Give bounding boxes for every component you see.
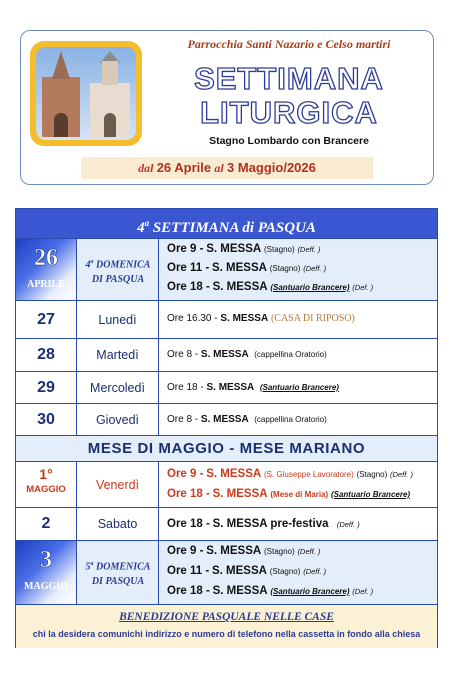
parish-name: Parrocchia Santi Nazario e Celso martiri (187, 37, 391, 51)
mass-note: (Deff. ) (297, 245, 321, 254)
week-sup: a (144, 218, 150, 228)
day-cell (16, 239, 77, 300)
table-row (16, 403, 437, 435)
blessing-text: chi la desidera comunichi indirizzo e numero di telefono nella cassetta in fondo alla chiesa (32, 629, 421, 639)
mass-cell (159, 508, 437, 540)
mass-label: S. MESSA (206, 468, 262, 480)
mass-time: Ore 9 - (167, 243, 204, 255)
mass-line (167, 243, 320, 255)
mass-place: (Santuario Brancere) (259, 383, 339, 392)
mass-place: (Stagno) (269, 264, 301, 273)
day-cell (16, 462, 77, 507)
mass-time: Ore 11 - (167, 565, 210, 577)
day-cell (16, 541, 77, 604)
sunday-line2: DI PASQUA (91, 576, 145, 588)
day-name: Sabato (97, 517, 138, 531)
church-photo (30, 41, 142, 146)
mass-label: S. MESSA (212, 488, 268, 500)
mass-line (167, 281, 373, 293)
mass-cell (159, 301, 437, 338)
day-name: Venerdì (95, 477, 140, 492)
month-label: APRILE (27, 279, 65, 290)
date-to-word: al (214, 161, 224, 175)
mass-label: S. MESSA (200, 349, 249, 360)
day-cell (16, 339, 77, 371)
mass-label: S. MESSA (211, 565, 267, 577)
header-card (20, 30, 434, 185)
mass-note: (Def. ) (352, 283, 374, 292)
mass-line (167, 382, 339, 393)
mass-cell (159, 541, 437, 604)
mass-time: Ore 18 - (167, 488, 210, 500)
mass-label: S. MESSA (212, 281, 268, 293)
day-number: 29 (37, 378, 55, 396)
day-name: Martedì (96, 348, 139, 362)
sunday-line1: DOMENICA (96, 561, 151, 573)
mass-note: (Deff. ) (336, 520, 360, 529)
mass-note: (Deff. ) (297, 547, 321, 556)
mass-line (167, 565, 326, 577)
mass-line (167, 585, 373, 597)
mass-place: (Santuario Brancere) (330, 490, 411, 499)
church-image (36, 47, 136, 140)
table-row (16, 540, 437, 604)
day-name: Mercoledì (90, 380, 145, 395)
day-number: 1° (39, 466, 53, 482)
mass-note: (Deff. ) (303, 264, 327, 273)
day-name-cell (77, 372, 159, 403)
mass-label: S. MESSA (220, 313, 269, 324)
mass-place: (CASA DI RIPOSO) (270, 313, 355, 324)
mass-time: Ore 11 - (167, 262, 210, 274)
mass-place: (Santuario Brancere) (270, 587, 350, 596)
sunday-name (79, 557, 157, 589)
week-banner (16, 209, 437, 238)
day-cell (16, 301, 77, 338)
mass-label: S. MESSA (211, 262, 267, 274)
mass-label: S. MESSA (212, 585, 268, 597)
mass-place: (Stagno) (263, 547, 295, 556)
table-row (16, 461, 437, 507)
mass-place: (Stagno) (263, 245, 295, 254)
month-banner: MESE DI MAGGIO - MESE MARIANO (16, 435, 437, 461)
date-from: 26 Aprile (156, 160, 212, 175)
date-range (81, 157, 373, 179)
day-name-cell (77, 239, 159, 300)
date-year: /2026 (283, 160, 316, 175)
mass-time: Ore 16.30 - (167, 313, 218, 324)
day-name-cell (77, 508, 159, 540)
month-label: MAGGIO (26, 484, 66, 495)
date-to: 3 Maggio (226, 160, 284, 175)
mass-detail: (Mese di Maria) (270, 490, 329, 499)
mass-cell (159, 372, 437, 403)
mass-label: S. MESSA (200, 414, 249, 425)
mass-line (167, 262, 326, 274)
mass-time: Ore 8 - (167, 414, 199, 425)
mass-line (167, 349, 327, 360)
table-row (16, 338, 437, 371)
month-label: MAGGIO (24, 581, 68, 592)
mass-place: (Stagno) (356, 470, 388, 479)
mass-note: (Deff. ) (303, 567, 327, 576)
mass-time: Ore 18 - (167, 518, 210, 530)
mass-place: (Santuario Brancere) (270, 283, 350, 292)
blessing-title: BENEDIZIONE PASQUALE NELLE CASE (119, 611, 334, 623)
mass-place: (cappellina Oratorio) (254, 415, 327, 424)
week-banner-text: SETTIMANA di PASQUA (152, 220, 316, 236)
mass-note: (Def. ) (352, 587, 374, 596)
mass-time: Ore 18 - (167, 585, 210, 597)
day-cell (16, 404, 77, 435)
title-liturgica: LITURGICA (200, 95, 378, 130)
mass-detail: (S. Giuseppe Lavoratore) (263, 470, 354, 479)
mass-time: Ore 9 - (167, 468, 204, 480)
day-cell (16, 508, 77, 540)
sunday-sup: a (90, 259, 94, 265)
bell-tower-church-icon (42, 77, 80, 137)
mass-line (167, 488, 410, 500)
sunday-line1: DOMENICA (96, 259, 151, 271)
schedule-table (15, 208, 438, 648)
table-row (16, 371, 437, 403)
sunday-name (79, 255, 157, 287)
mass-line (167, 545, 320, 557)
sanctuary-church-icon (90, 83, 130, 137)
sunday-number: 4 (85, 259, 91, 271)
mass-cell (159, 339, 437, 371)
day-number: 26 (34, 245, 58, 271)
day-name-cell (77, 404, 159, 435)
table-row (16, 238, 437, 300)
day-name-cell (77, 339, 159, 371)
mass-label: S. MESSA (206, 382, 255, 393)
location-subtitle: Stagno Lombardo con Brancere (209, 135, 369, 147)
mass-cell (159, 462, 437, 507)
day-name-cell (77, 462, 159, 507)
mass-line (167, 414, 327, 425)
mass-cell (159, 404, 437, 435)
mass-time: Ore 9 - (167, 545, 204, 557)
day-name: Giovedì (95, 412, 140, 427)
mass-place: (Stagno) (269, 567, 301, 576)
mass-cell (159, 239, 437, 300)
day-number: 30 (37, 410, 55, 428)
mass-line (167, 468, 413, 480)
day-number: 3 (40, 547, 52, 573)
day-number: 27 (37, 310, 55, 328)
mass-line (167, 313, 355, 324)
mass-time: Ore 8 - (167, 349, 199, 360)
mass-time: Ore 18 - (167, 281, 210, 293)
day-number: 2 (41, 515, 51, 532)
day-name-cell (77, 541, 159, 604)
blessing-notice (16, 604, 437, 648)
mass-place: (cappellina Oratorio) (254, 350, 327, 359)
mass-label: S. MESSA (206, 545, 262, 557)
sunday-line2: DI PASQUA (91, 274, 145, 286)
mass-line (167, 518, 360, 530)
day-name-cell (77, 301, 159, 338)
table-row (16, 507, 437, 540)
date-from-word: dal (138, 161, 154, 175)
day-cell (16, 372, 77, 403)
mass-note: (Deff. ) (390, 470, 413, 479)
mass-label: S. MESSA pre-festiva (212, 518, 329, 530)
week-number: 4 (137, 220, 145, 236)
sunday-sup: a (90, 561, 94, 567)
day-name: Lunedì (98, 312, 137, 327)
title-settimana: SETTIMANA (194, 61, 384, 96)
table-row (16, 300, 437, 338)
day-number: 28 (37, 346, 55, 363)
mass-time: Ore 18 - (167, 382, 204, 393)
mass-label: S. MESSA (206, 243, 262, 255)
sunday-number: 5 (85, 561, 91, 573)
